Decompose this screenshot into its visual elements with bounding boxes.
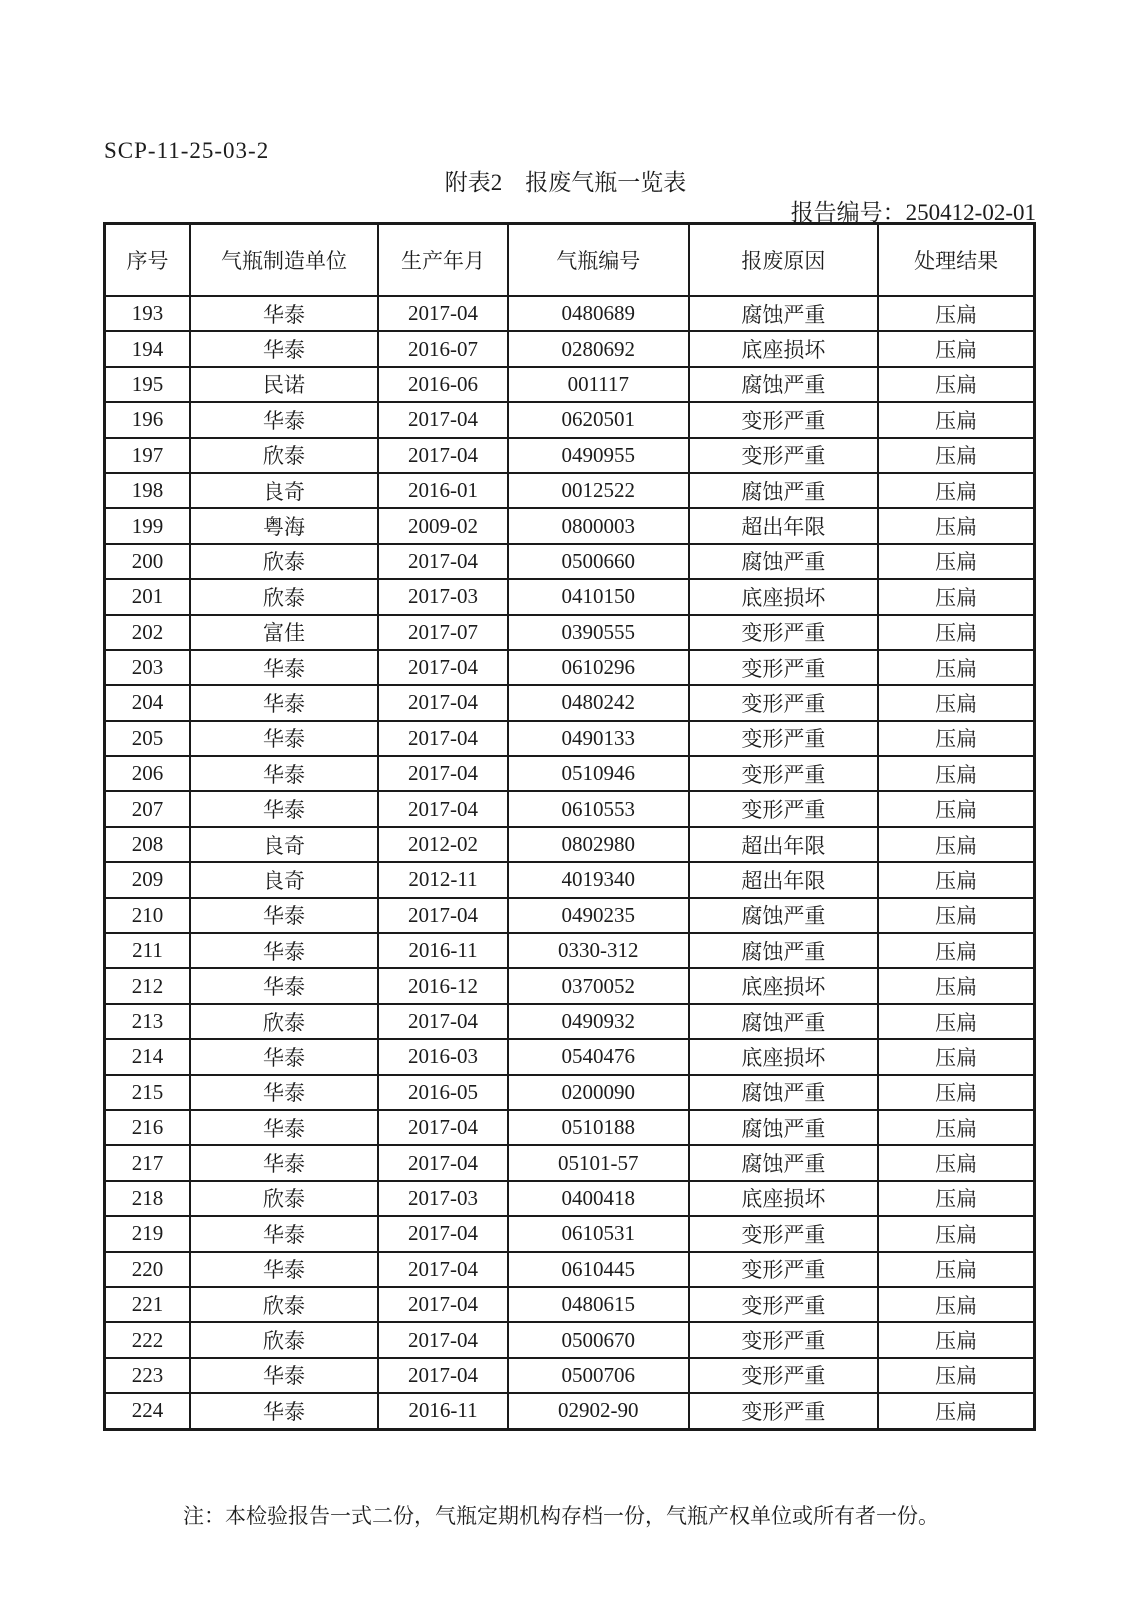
table-row	[105, 650, 1035, 685]
scrapped-cylinders-table	[103, 222, 1036, 1431]
table-cell: 底座损坏	[689, 1181, 879, 1216]
table-cell: 0500670	[508, 1322, 688, 1357]
table-cell: 变形严重	[689, 1252, 879, 1287]
table-row	[105, 968, 1035, 1003]
table-cell: 腐蚀严重	[689, 898, 879, 933]
table-cell: 欣泰	[190, 438, 378, 473]
table-cell: 华泰	[190, 756, 378, 791]
table-cell: 2017-04	[378, 1216, 508, 1251]
table-cell: 2017-03	[378, 1181, 508, 1216]
table-cell: 4019340	[508, 862, 688, 897]
table-cell: 02902-90	[508, 1393, 688, 1429]
table-cell: 华泰	[190, 933, 378, 968]
table-row	[105, 721, 1035, 756]
table-cell: 腐蚀严重	[689, 367, 879, 402]
table-cell: 压扁	[878, 367, 1034, 402]
table-cell: 欣泰	[190, 1004, 378, 1039]
table-cell: 变形严重	[689, 685, 879, 720]
table-cell: 压扁	[878, 296, 1034, 331]
table-cell: 0410150	[508, 579, 688, 614]
table-cell: 2016-03	[378, 1039, 508, 1074]
table-cell: 202	[105, 615, 191, 650]
table-cell: 华泰	[190, 402, 378, 437]
table-cell: 华泰	[190, 1358, 378, 1393]
table-cell: 压扁	[878, 1287, 1034, 1322]
table-cell: 216	[105, 1110, 191, 1145]
table-cell: 2017-04	[378, 1110, 508, 1145]
table-cell: 0490133	[508, 721, 688, 756]
table-cell: 欣泰	[190, 579, 378, 614]
table-row	[105, 1393, 1035, 1429]
table-cell: 华泰	[190, 898, 378, 933]
table-cell: 压扁	[878, 1393, 1034, 1429]
table-cell: 欣泰	[190, 544, 378, 579]
document-code: SCP-11-25-03-2	[104, 138, 270, 163]
table-cell: 2017-03	[378, 579, 508, 614]
table-cell: 压扁	[878, 508, 1034, 543]
column-header: 报废原因	[689, 224, 879, 297]
table-cell: 腐蚀严重	[689, 1075, 879, 1110]
table-cell: 0490955	[508, 438, 688, 473]
table-cell: 211	[105, 933, 191, 968]
table-cell: 2017-04	[378, 544, 508, 579]
table-cell: 2017-04	[378, 438, 508, 473]
table-cell: 0280692	[508, 331, 688, 366]
table-cell: 变形严重	[689, 438, 879, 473]
table-row	[105, 756, 1035, 791]
table-cell: 2017-04	[378, 1145, 508, 1180]
table-row	[105, 508, 1035, 543]
table-cell: 腐蚀严重	[689, 544, 879, 579]
table-cell: 腐蚀严重	[689, 1004, 879, 1039]
table-row	[105, 1004, 1035, 1039]
table-cell: 变形严重	[689, 650, 879, 685]
table-cell: 2017-04	[378, 791, 508, 826]
table-cell: 224	[105, 1393, 191, 1429]
table-cell: 底座损坏	[689, 579, 879, 614]
table-cell: 215	[105, 1075, 191, 1110]
table-cell: 压扁	[878, 1075, 1034, 1110]
table-row	[105, 1075, 1035, 1110]
footer-note: 注：本检验报告一式二份，气瓶定期机构存档一份，气瓶产权单位或所有者一份。	[183, 1504, 939, 1528]
column-header: 序号	[105, 224, 191, 297]
table-cell: 压扁	[878, 1216, 1034, 1251]
table-cell: 压扁	[878, 1110, 1034, 1145]
table-cell: 0540476	[508, 1039, 688, 1074]
table-cell: 219	[105, 1216, 191, 1251]
table-cell: 腐蚀严重	[689, 473, 879, 508]
table-cell: 变形严重	[689, 402, 879, 437]
table-cell: 超出年限	[689, 862, 879, 897]
table-cell: 2016-05	[378, 1075, 508, 1110]
report-number-value: 250412-02-01	[905, 200, 1036, 225]
table-cell: 204	[105, 685, 191, 720]
table-cell: 压扁	[878, 1145, 1034, 1180]
table-cell: 压扁	[878, 721, 1034, 756]
table-cell: 0500706	[508, 1358, 688, 1393]
table-cell: 超出年限	[689, 508, 879, 543]
table-cell: 压扁	[878, 438, 1034, 473]
table-cell: 富佳	[190, 615, 378, 650]
table-cell: 0510188	[508, 1110, 688, 1145]
table-cell: 民诺	[190, 367, 378, 402]
table-cell: 2017-04	[378, 685, 508, 720]
table-cell: 208	[105, 827, 191, 862]
table-cell: 2017-04	[378, 721, 508, 756]
table-cell: 001117	[508, 367, 688, 402]
table-cell: 210	[105, 898, 191, 933]
table-cell: 0610296	[508, 650, 688, 685]
table-cell: 218	[105, 1181, 191, 1216]
table-cell: 2016-12	[378, 968, 508, 1003]
table-cell: 2017-04	[378, 756, 508, 791]
table-row	[105, 473, 1035, 508]
table-row	[105, 1322, 1035, 1357]
table-cell: 2017-07	[378, 615, 508, 650]
table-cell: 华泰	[190, 1075, 378, 1110]
table-cell: 2017-04	[378, 402, 508, 437]
table-cell: 变形严重	[689, 1358, 879, 1393]
table-cell: 良奇	[190, 862, 378, 897]
table-cell: 0012522	[508, 473, 688, 508]
table-cell: 2017-04	[378, 1287, 508, 1322]
column-header: 生产年月	[378, 224, 508, 297]
table-cell: 压扁	[878, 615, 1034, 650]
table-cell: 腐蚀严重	[689, 296, 879, 331]
table-row	[105, 685, 1035, 720]
table-cell: 压扁	[878, 791, 1034, 826]
table-cell: 2017-04	[378, 296, 508, 331]
table-cell: 200	[105, 544, 191, 579]
page-title: 附表2 报废气瓶一览表	[444, 170, 687, 195]
table-row	[105, 827, 1035, 862]
table-header-row	[105, 224, 1035, 297]
table-cell: 2012-02	[378, 827, 508, 862]
report-number-label: 报告编号：	[790, 200, 906, 225]
table-cell: 欣泰	[190, 1287, 378, 1322]
table-cell: 2017-04	[378, 898, 508, 933]
table-row	[105, 791, 1035, 826]
table-cell: 压扁	[878, 827, 1034, 862]
table-cell: 2017-04	[378, 1252, 508, 1287]
table-cell: 194	[105, 331, 191, 366]
table-row	[105, 1110, 1035, 1145]
table-cell: 209	[105, 862, 191, 897]
table-cell: 0200090	[508, 1075, 688, 1110]
table-cell: 压扁	[878, 898, 1034, 933]
table-cell: 华泰	[190, 1110, 378, 1145]
table-row	[105, 367, 1035, 402]
table-cell: 195	[105, 367, 191, 402]
table-cell: 2016-01	[378, 473, 508, 508]
table-cell: 220	[105, 1252, 191, 1287]
table-cell: 腐蚀严重	[689, 933, 879, 968]
table-row	[105, 1181, 1035, 1216]
table-cell: 0400418	[508, 1181, 688, 1216]
table-cell: 0480615	[508, 1287, 688, 1322]
table-cell: 压扁	[878, 968, 1034, 1003]
table-cell: 214	[105, 1039, 191, 1074]
table-cell: 221	[105, 1287, 191, 1322]
table-cell: 197	[105, 438, 191, 473]
table-cell: 0500660	[508, 544, 688, 579]
table-row	[105, 898, 1035, 933]
column-header: 处理结果	[878, 224, 1034, 297]
table-cell: 底座损坏	[689, 331, 879, 366]
table-cell: 变形严重	[689, 791, 879, 826]
column-header: 气瓶制造单位	[190, 224, 378, 297]
table-cell: 223	[105, 1358, 191, 1393]
table-cell: 超出年限	[689, 827, 879, 862]
table-cell: 0490235	[508, 898, 688, 933]
table-cell: 压扁	[878, 1252, 1034, 1287]
table-row	[105, 296, 1035, 331]
table-cell: 2016-06	[378, 367, 508, 402]
table-cell: 华泰	[190, 331, 378, 366]
table-cell: 0800003	[508, 508, 688, 543]
table-cell: 199	[105, 508, 191, 543]
table-row	[105, 331, 1035, 366]
table-cell: 良奇	[190, 473, 378, 508]
table-cell: 华泰	[190, 296, 378, 331]
table-cell: 华泰	[190, 650, 378, 685]
table-cell: 欣泰	[190, 1322, 378, 1357]
table-cell: 0480689	[508, 296, 688, 331]
table-cell: 压扁	[878, 862, 1034, 897]
table-cell: 0510946	[508, 756, 688, 791]
table-cell: 205	[105, 721, 191, 756]
table-cell: 207	[105, 791, 191, 826]
table-cell: 压扁	[878, 1181, 1034, 1216]
table-cell: 华泰	[190, 1216, 378, 1251]
table-cell: 2017-04	[378, 1004, 508, 1039]
table-cell: 华泰	[190, 968, 378, 1003]
table-cell: 华泰	[190, 1039, 378, 1074]
table-cell: 0610445	[508, 1252, 688, 1287]
table-cell: 压扁	[878, 1004, 1034, 1039]
table-cell: 193	[105, 296, 191, 331]
table-cell: 压扁	[878, 544, 1034, 579]
table-cell: 0610531	[508, 1216, 688, 1251]
table-cell: 206	[105, 756, 191, 791]
table-cell: 2017-04	[378, 1358, 508, 1393]
table-row	[105, 544, 1035, 579]
table-row	[105, 579, 1035, 614]
table-cell: 华泰	[190, 685, 378, 720]
table-cell: 粤海	[190, 508, 378, 543]
table-cell: 变形严重	[689, 1287, 879, 1322]
table-cell: 203	[105, 650, 191, 685]
table-cell: 压扁	[878, 1358, 1034, 1393]
table-cell: 变形严重	[689, 1322, 879, 1357]
table-cell: 压扁	[878, 1039, 1034, 1074]
table-row	[105, 1358, 1035, 1393]
table-cell: 201	[105, 579, 191, 614]
table-cell: 良奇	[190, 827, 378, 862]
table-cell: 0620501	[508, 402, 688, 437]
table-cell: 压扁	[878, 933, 1034, 968]
table-cell: 222	[105, 1322, 191, 1357]
table-cell: 压扁	[878, 1322, 1034, 1357]
table-cell: 0490932	[508, 1004, 688, 1039]
table-row	[105, 402, 1035, 437]
table-cell: 0610553	[508, 791, 688, 826]
table-row	[105, 862, 1035, 897]
table-row	[105, 438, 1035, 473]
table-cell: 华泰	[190, 1393, 378, 1429]
table-cell: 217	[105, 1145, 191, 1180]
table-cell: 0330-312	[508, 933, 688, 968]
table-cell: 213	[105, 1004, 191, 1039]
table-cell: 198	[105, 473, 191, 508]
column-header: 气瓶编号	[508, 224, 688, 297]
table-row	[105, 1145, 1035, 1180]
table-cell: 0802980	[508, 827, 688, 862]
table-cell: 196	[105, 402, 191, 437]
table-cell: 0390555	[508, 615, 688, 650]
table-cell: 变形严重	[689, 721, 879, 756]
table-row	[105, 1252, 1035, 1287]
table-cell: 变形严重	[689, 756, 879, 791]
table-cell: 2012-11	[378, 862, 508, 897]
table-cell: 2016-11	[378, 933, 508, 968]
table-cell: 05101-57	[508, 1145, 688, 1180]
table-cell: 底座损坏	[689, 968, 879, 1003]
table-cell: 压扁	[878, 402, 1034, 437]
table-cell: 2009-02	[378, 508, 508, 543]
table-cell: 底座损坏	[689, 1039, 879, 1074]
table-cell: 华泰	[190, 791, 378, 826]
table-cell: 压扁	[878, 331, 1034, 366]
table-cell: 华泰	[190, 721, 378, 756]
table-cell: 压扁	[878, 756, 1034, 791]
table-cell: 0480242	[508, 685, 688, 720]
table-cell: 压扁	[878, 650, 1034, 685]
table-cell: 腐蚀严重	[689, 1145, 879, 1180]
table-cell: 变形严重	[689, 615, 879, 650]
table-cell: 2017-04	[378, 650, 508, 685]
table-cell: 华泰	[190, 1252, 378, 1287]
table-cell: 2016-11	[378, 1393, 508, 1429]
table-cell: 压扁	[878, 685, 1034, 720]
table-cell: 欣泰	[190, 1181, 378, 1216]
table-row	[105, 933, 1035, 968]
table-cell: 压扁	[878, 473, 1034, 508]
table-cell: 压扁	[878, 579, 1034, 614]
table-row	[105, 1216, 1035, 1251]
table-body	[105, 296, 1035, 1429]
table-row	[105, 1039, 1035, 1074]
table-cell: 变形严重	[689, 1216, 879, 1251]
table-cell: 变形严重	[689, 1393, 879, 1429]
table-cell: 2017-04	[378, 1322, 508, 1357]
table-row	[105, 1287, 1035, 1322]
table-cell: 华泰	[190, 1145, 378, 1180]
table-row	[105, 615, 1035, 650]
table-cell: 0370052	[508, 968, 688, 1003]
table-cell: 腐蚀严重	[689, 1110, 879, 1145]
table-cell: 212	[105, 968, 191, 1003]
table-cell: 2016-07	[378, 331, 508, 366]
